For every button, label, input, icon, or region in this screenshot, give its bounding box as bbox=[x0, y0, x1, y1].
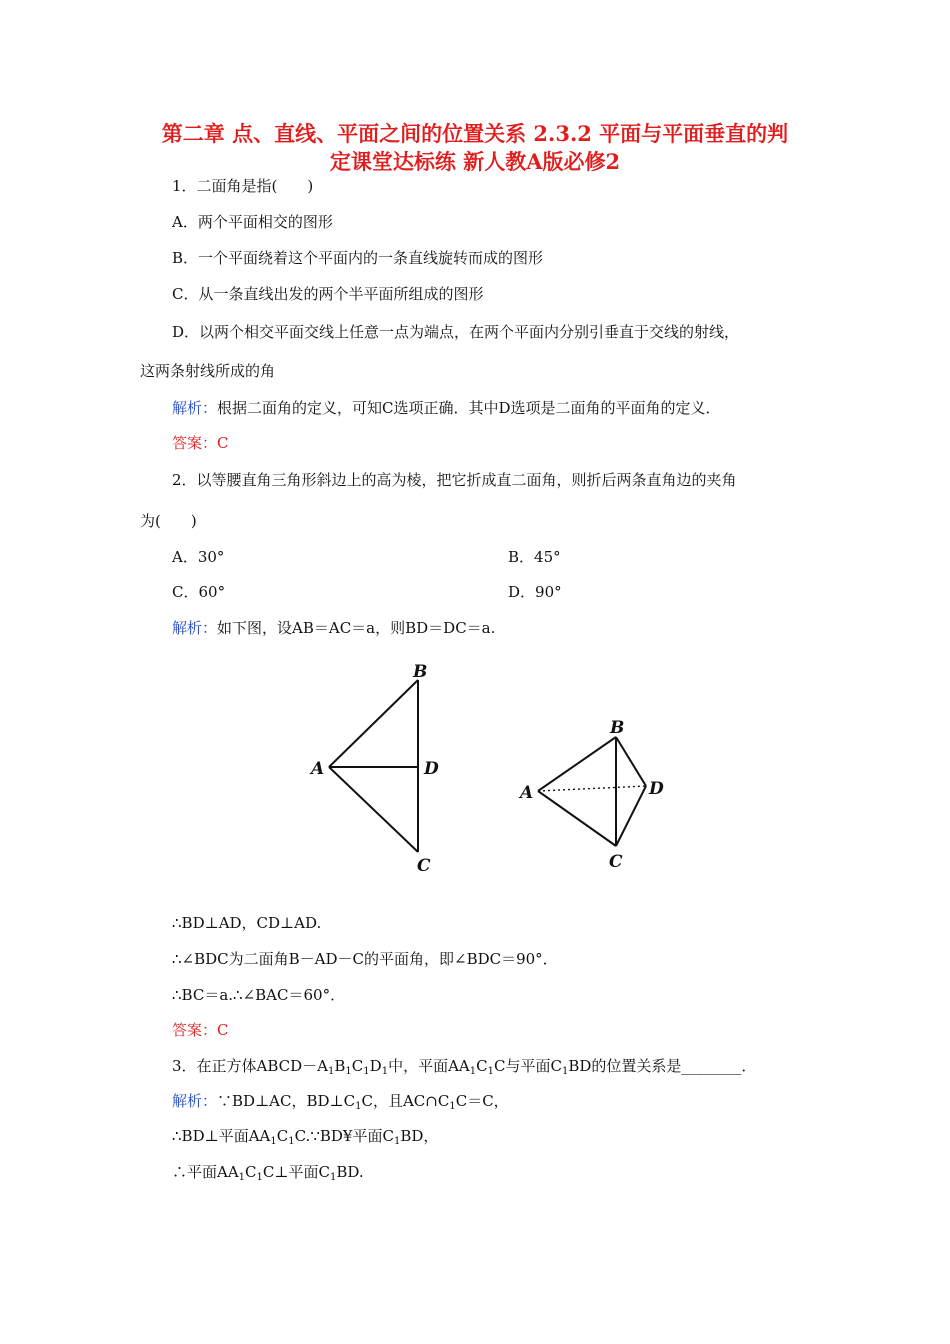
q3-stem: 3．在正方体$ABCD-A_1B_1C_1D_1$中，平面$AA_1C_1C$与平面$C_1BD$的位置关系是________． bbox=[172, 1057, 757, 1077]
q2-answer: 答案：C bbox=[172, 1021, 229, 1039]
q1-option-c: C．从一条直线出发的两个半平面所组成的图形 bbox=[172, 285, 484, 303]
figure-folded-tetrahedron bbox=[538, 737, 646, 846]
q3-analysis-line1: 解析：∵BD⊥AC，$BD\perp C_1C$，且$AC\cap C_1C=C$， bbox=[172, 1092, 509, 1112]
label-d-right: D bbox=[649, 779, 664, 799]
q1-option-d-line1: D．以两个相交平面交线上任意一点为端点，在两个平面内分别引垂直于交线的射线， bbox=[172, 323, 740, 341]
q2-option-b: B．45° bbox=[508, 548, 561, 566]
analysis-label: 解析： bbox=[172, 619, 218, 637]
analysis-label: 解析： bbox=[172, 399, 218, 417]
title-line-2: 定课堂达标练 新人教A版必修2 bbox=[329, 149, 621, 174]
q3-analysis-line3: ∴平面$AA_1C_1C\perp$平面$C_1BD$. bbox=[172, 1163, 364, 1183]
q1-answer: 答案：C bbox=[172, 434, 229, 452]
analysis-text: 如下图，设AB＝AC＝a，则BD＝DC＝a. bbox=[217, 619, 496, 637]
q2-option-c: C．60° bbox=[172, 583, 226, 601]
q3-analysis-line2: ∴BD⊥平面$AA_1C_1C.\because BD¥$平面$C_1BD$， bbox=[172, 1127, 439, 1147]
analysis-label: 解析： bbox=[172, 1092, 218, 1110]
label-d-left: D bbox=[424, 759, 439, 779]
q2-step2: ∴∠BDC为二面角B－AD－C的平面角，即∠BDC＝90°． bbox=[172, 950, 558, 968]
q2-option-d: D．90° bbox=[508, 583, 562, 601]
label-c-right: C bbox=[609, 852, 623, 872]
q2-stem-line1: 2．以等腰直角三角形斜边上的高为棱，把它折成直二面角，则折后两条直角边的夹角 bbox=[172, 471, 737, 489]
analysis-text: 根据二面角的定义，可知C选项正确．其中D选项是二面角的平面角的定义． bbox=[217, 399, 721, 417]
document-title bbox=[100, 120, 850, 176]
label-b-right: B bbox=[610, 718, 625, 738]
q1-stem: 1．二面角是指( ) bbox=[172, 177, 314, 195]
q2-option-a: A．30° bbox=[172, 548, 225, 566]
title-line-1: 第二章 点、直线、平面之间的位置关系 2.3.2 平面与平面垂直的判 bbox=[161, 121, 789, 146]
q2-stem-line2: 为( ) bbox=[140, 512, 197, 530]
q1-option-a: A．两个平面相交的图形 bbox=[172, 213, 333, 231]
label-c-left: C bbox=[417, 856, 431, 876]
label-b-left: B bbox=[413, 662, 428, 682]
q1-analysis bbox=[172, 398, 721, 418]
q2-step3: ∴BC＝a.∴∠BAC＝60°． bbox=[172, 986, 346, 1004]
q1-option-b: B．一个平面绕着这个平面内的一条直线旋转而成的图形 bbox=[172, 249, 544, 267]
label-a-right: A bbox=[520, 783, 534, 803]
q2-analysis bbox=[172, 618, 495, 638]
label-a-left: A bbox=[311, 759, 325, 779]
figure-flat-triangle bbox=[329, 680, 418, 852]
q1-option-d-line2: 这两条射线所成的角 bbox=[140, 362, 276, 380]
q2-step1: ∴BD⊥AD，CD⊥AD. bbox=[172, 914, 322, 932]
dihedral-figure bbox=[0, 650, 950, 890]
